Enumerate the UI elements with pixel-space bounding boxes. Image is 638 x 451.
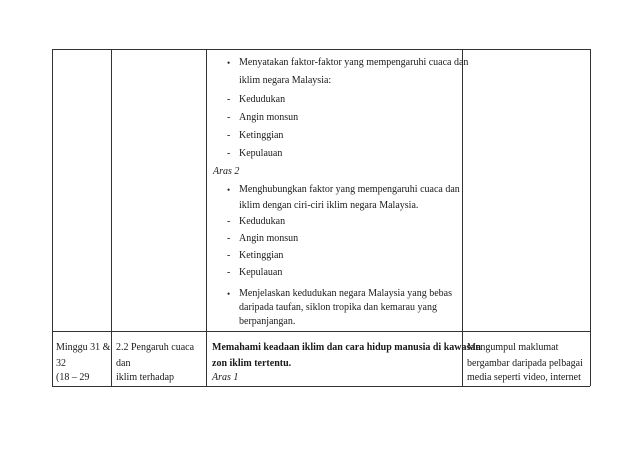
bullet3-line1: Menjelaskan kedudukan negara Malaysia yang bebas xyxy=(239,288,452,299)
dash-icon: - xyxy=(227,216,231,227)
topic-line1: 2.2 Pengaruh cuaca xyxy=(116,342,195,353)
col-border-3 xyxy=(462,49,463,386)
col-border-2 xyxy=(206,49,207,386)
dash-icon: - xyxy=(227,233,231,244)
list2-item: Kedudukan xyxy=(239,216,286,227)
week-line2: 32 xyxy=(56,358,66,369)
list1-item: Kepulauan xyxy=(239,148,283,159)
bullet-icon: • xyxy=(227,289,231,299)
col-border-right xyxy=(590,49,591,386)
bullet2-line1: Menghubungkan faktor yang mempengaruhi cuaca dan xyxy=(239,184,460,195)
activity-line1: Mengumpul maklumat xyxy=(467,342,559,353)
dash-icon: - xyxy=(227,267,231,278)
col-border-1 xyxy=(111,49,112,386)
bullet-icon: • xyxy=(227,58,231,68)
dash-icon: - xyxy=(227,112,231,123)
list2-item: Angin monsun xyxy=(239,233,299,244)
list1-item: Angin monsun xyxy=(239,112,299,123)
week-line1: Minggu 31 & xyxy=(56,342,111,353)
dash-icon: - xyxy=(227,250,231,261)
bullet2-line2: iklim dengan ciri-ciri iklim negara Malaysia. xyxy=(239,200,419,211)
list2-item: Ketinggian xyxy=(239,250,284,261)
aras2-label: Aras 2 xyxy=(213,166,240,177)
dash-icon: - xyxy=(227,148,231,159)
table-bottom-border xyxy=(52,386,590,387)
dash-icon: - xyxy=(227,130,231,141)
bullet3-line2: daripada taufan, siklon tropika dan kemarau yang xyxy=(239,302,437,313)
col-border-left xyxy=(52,49,53,386)
table-top-border xyxy=(52,49,590,50)
objective-line2: zon iklim tertentu. xyxy=(212,358,292,369)
bullet3-line3: berpanjangan. xyxy=(239,316,296,327)
aras1-label: Aras 1 xyxy=(212,372,239,383)
bullet-icon: • xyxy=(227,185,231,195)
list1-item: Kedudukan xyxy=(239,94,286,105)
bullet1-line1: Menyatakan faktor-faktor yang mempengaruhi cuaca dan xyxy=(239,57,469,68)
activity-line3: media seperti video, internet xyxy=(467,372,581,383)
objective-line1: Memahami keadaan iklim dan cara hidup manusia di kawasan xyxy=(212,342,481,353)
week-line3: (18 – 29 xyxy=(56,372,90,383)
list1-item: Ketinggian xyxy=(239,130,284,141)
row-divider xyxy=(52,331,590,332)
activity-line2: bergambar daripada pelbagai xyxy=(467,358,583,369)
bullet1-line2: iklim negara Malaysia: xyxy=(239,75,332,86)
dash-icon: - xyxy=(227,94,231,105)
list2-item: Kepulauan xyxy=(239,267,283,278)
topic-line2: dan xyxy=(116,358,131,369)
topic-line3: iklim terhadap xyxy=(116,372,175,383)
